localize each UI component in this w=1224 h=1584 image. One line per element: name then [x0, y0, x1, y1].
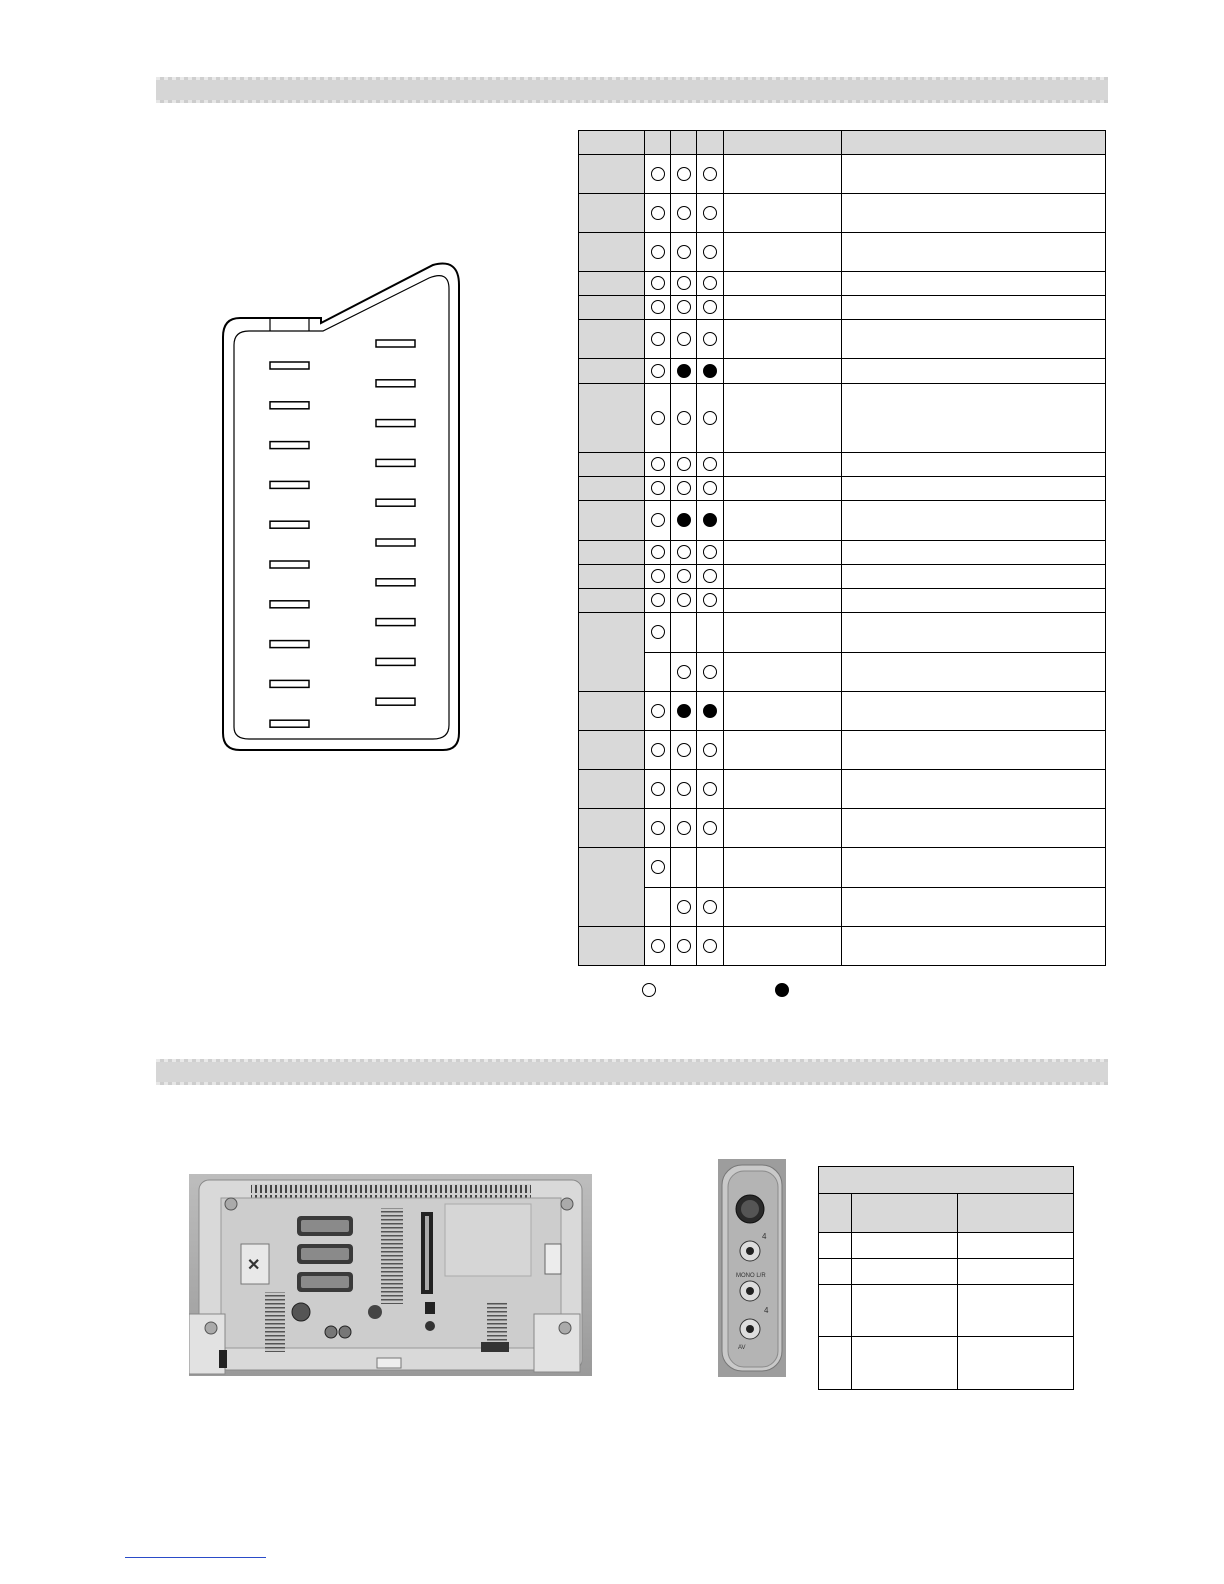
pin-table-row [579, 541, 1106, 565]
pin-mode-cell [645, 731, 671, 770]
pin-description-cell [842, 653, 1106, 692]
pin-mode-cell [697, 477, 724, 501]
pin-description-cell [842, 731, 1106, 770]
filled-circle-icon [677, 704, 691, 718]
open-circle-icon [651, 593, 665, 607]
pin-mode-cell [697, 272, 724, 296]
open-circle-icon [703, 665, 717, 679]
pin-mode-cell [645, 320, 671, 359]
pin-mode-cell [697, 692, 724, 731]
pin-mode-cell [671, 453, 697, 477]
jack-table-header-cell [852, 1194, 958, 1233]
open-circle-icon [651, 625, 665, 639]
pin-mode-cell [645, 359, 671, 384]
open-circle-icon [677, 276, 691, 290]
pin-mode-cell [697, 731, 724, 770]
pin-number-cell [579, 848, 645, 927]
section-header-band-1 [156, 77, 1108, 103]
pin-mode-cell [645, 194, 671, 233]
open-circle-icon [677, 593, 691, 607]
pin-mode-cell [697, 501, 724, 541]
open-circle-icon [703, 593, 717, 607]
pin-description-cell [842, 692, 1106, 731]
pin-mode-cell [671, 233, 697, 272]
scart-pin-table [578, 130, 1106, 966]
scart-pin-slot [270, 720, 309, 727]
open-circle-icon [703, 900, 717, 914]
scart-pin-slot [270, 521, 309, 528]
pin-signal-cell [724, 155, 842, 194]
pin-mode-cell [671, 320, 697, 359]
open-circle-icon [677, 900, 691, 914]
open-circle-icon [677, 411, 691, 425]
pin-table-row [579, 888, 1106, 927]
pin-signal-cell [724, 501, 842, 541]
jack-table-cell [958, 1285, 1074, 1337]
pin-mode-cell [697, 613, 724, 653]
pin-signal-cell [724, 613, 842, 653]
jack-table-header-cell [958, 1194, 1074, 1233]
pin-description-cell [842, 272, 1106, 296]
jack-table-cell [958, 1337, 1074, 1390]
pin-description-cell [842, 770, 1106, 809]
pin-mode-cell [697, 233, 724, 272]
jack-table-cell [852, 1259, 958, 1285]
scart-pin-slot [270, 680, 309, 687]
pin-mode-cell [645, 477, 671, 501]
pin-mode-cell [645, 233, 671, 272]
pin-mode-cell [697, 384, 724, 453]
open-circle-icon [703, 782, 717, 796]
open-circle-icon [651, 743, 665, 757]
jack-table-title [819, 1167, 1074, 1194]
filled-circle-icon [677, 513, 691, 527]
pin-mode-cell [645, 692, 671, 731]
pin-signal-cell [724, 888, 842, 927]
pin-mode-cell [671, 541, 697, 565]
pin-description-cell [842, 155, 1106, 194]
jack-table-header-cell [819, 1194, 852, 1233]
open-circle-icon [703, 206, 717, 220]
pin-number-cell [579, 613, 645, 692]
pin-description-cell [842, 541, 1106, 565]
pin-description-cell [842, 613, 1106, 653]
open-circle-icon [703, 569, 717, 583]
pin-signal-cell [724, 453, 842, 477]
scart-pin-slot [376, 420, 415, 427]
pin-number-cell [579, 692, 645, 731]
pin-mode-cell [671, 692, 697, 731]
open-circle-icon [677, 457, 691, 471]
open-circle-icon [703, 481, 717, 495]
pin-table-row [579, 731, 1106, 770]
open-circle-icon [703, 545, 717, 559]
open-circle-icon [677, 545, 691, 559]
pin-number-cell [579, 320, 645, 359]
open-circle-icon [703, 167, 717, 181]
pin-signal-cell [724, 194, 842, 233]
jack-table-cell [958, 1233, 1074, 1259]
pin-mode-cell [645, 384, 671, 453]
pin-mode-cell [671, 272, 697, 296]
scart-pin-slot [376, 340, 415, 347]
pin-signal-cell [724, 359, 842, 384]
pin-mode-cell [697, 541, 724, 565]
pin-mode-cell [697, 809, 724, 848]
pin-table-header-cell [697, 131, 724, 155]
pin-number-cell [579, 501, 645, 541]
pin-mode-cell [697, 155, 724, 194]
pin-signal-cell [724, 565, 842, 589]
footer-link-underline[interactable] [125, 1557, 266, 1558]
pin-description-cell [842, 589, 1106, 613]
pin-mode-cell [671, 589, 697, 613]
open-circle-icon [677, 782, 691, 796]
open-circle-icon [651, 300, 665, 314]
open-circle-icon [651, 569, 665, 583]
open-circle-icon [651, 860, 665, 874]
jack-table-cell [958, 1259, 1074, 1285]
jack-table-cell [819, 1233, 852, 1259]
open-circle-icon [677, 300, 691, 314]
scart-pin-slot [270, 561, 309, 568]
pin-mode-cell [645, 565, 671, 589]
pin-description-cell [842, 453, 1106, 477]
pin-mode-cell [671, 359, 697, 384]
pin-description-cell [842, 501, 1106, 541]
open-circle-icon [677, 821, 691, 835]
pin-table-header-cell [842, 131, 1106, 155]
pin-description-cell [842, 384, 1106, 453]
scart-pin-slot [270, 362, 309, 369]
pin-mode-cell [671, 501, 697, 541]
pin-mode-cell [645, 155, 671, 194]
pin-mode-cell [671, 565, 697, 589]
pin-description-cell [842, 565, 1106, 589]
pin-signal-cell [724, 384, 842, 453]
legend-filled-circle-icon [775, 983, 789, 997]
pin-table-row [579, 692, 1106, 731]
pin-mode-cell [645, 453, 671, 477]
open-circle-icon [677, 332, 691, 346]
scart-pin-slot [376, 539, 415, 546]
pin-signal-cell [724, 692, 842, 731]
open-circle-icon [703, 332, 717, 346]
pin-table-row [579, 565, 1106, 589]
jack-label-1: 4 [762, 1232, 767, 1241]
pin-mode-cell [697, 770, 724, 809]
open-circle-icon [677, 939, 691, 953]
pin-table-row [579, 653, 1106, 692]
scart-pin-slot [376, 619, 415, 626]
pin-number-cell [579, 194, 645, 233]
pin-table-row [579, 384, 1106, 453]
open-circle-icon [703, 939, 717, 953]
pin-description-cell [842, 927, 1106, 966]
pin-mode-cell [697, 359, 724, 384]
scart-pin-slot [270, 641, 309, 648]
pin-description-cell [842, 888, 1106, 927]
pin-number-cell [579, 384, 645, 453]
open-circle-icon [677, 481, 691, 495]
svg-text:✕: ✕ [247, 1257, 261, 1274]
pin-table-row [579, 501, 1106, 541]
pin-signal-cell [724, 809, 842, 848]
pin-mode-cell [671, 809, 697, 848]
pin-signal-cell [724, 272, 842, 296]
pin-mode-cell [645, 888, 671, 927]
pin-mode-cell [697, 848, 724, 888]
pin-table-header-cell [724, 131, 842, 155]
open-circle-icon [651, 939, 665, 953]
pin-number-cell [579, 359, 645, 384]
pin-mode-cell [671, 653, 697, 692]
pin-mode-cell [671, 384, 697, 453]
pin-signal-cell [724, 296, 842, 320]
pin-number-cell [579, 233, 645, 272]
pin-table-row [579, 272, 1106, 296]
filled-circle-icon [703, 513, 717, 527]
pin-mode-cell [671, 927, 697, 966]
pin-mode-cell [697, 927, 724, 966]
pin-table-row [579, 589, 1106, 613]
pin-description-cell [842, 320, 1106, 359]
pin-mode-cell [671, 848, 697, 888]
pin-mode-cell [645, 296, 671, 320]
side-jack-table [818, 1166, 1074, 1390]
legend-open-circle-icon [642, 983, 656, 997]
open-circle-icon [677, 743, 691, 757]
pin-table-row [579, 613, 1106, 653]
pin-table-header-cell [579, 131, 645, 155]
pin-description-cell [842, 233, 1106, 272]
scart-pin-slot [376, 499, 415, 506]
pin-mode-cell [645, 848, 671, 888]
pin-mode-cell [671, 613, 697, 653]
open-circle-icon [651, 704, 665, 718]
pin-table-header-cell [671, 131, 697, 155]
filled-circle-icon [677, 364, 691, 378]
pin-signal-cell [724, 927, 842, 966]
jack-label-4: AV [738, 1345, 746, 1351]
open-circle-icon [651, 167, 665, 181]
open-circle-icon [703, 411, 717, 425]
pin-mode-cell [697, 589, 724, 613]
pin-number-cell [579, 272, 645, 296]
pin-description-cell [842, 848, 1106, 888]
open-circle-icon [651, 821, 665, 835]
scart-pin-slot [376, 459, 415, 466]
open-circle-icon [651, 513, 665, 527]
pin-mode-cell [645, 541, 671, 565]
open-circle-icon [703, 276, 717, 290]
pin-mode-cell [671, 731, 697, 770]
jack-table-cell [819, 1285, 852, 1337]
pin-mode-cell [671, 155, 697, 194]
pin-number-cell [579, 296, 645, 320]
open-circle-icon [703, 245, 717, 259]
pin-number-cell [579, 541, 645, 565]
open-circle-icon [703, 821, 717, 835]
pin-mode-cell [645, 927, 671, 966]
open-circle-icon [651, 332, 665, 346]
pin-signal-cell [724, 653, 842, 692]
scart-pin-slot [376, 380, 415, 387]
open-circle-icon [651, 276, 665, 290]
pin-number-cell [579, 155, 645, 194]
open-circle-icon [677, 245, 691, 259]
open-circle-icon [703, 300, 717, 314]
pin-mode-cell [645, 501, 671, 541]
pin-signal-cell [724, 589, 842, 613]
pin-table-row [579, 809, 1106, 848]
pin-signal-cell [724, 848, 842, 888]
open-circle-icon [703, 457, 717, 471]
jack-table-cell [852, 1337, 958, 1390]
pin-description-cell [842, 296, 1106, 320]
open-circle-icon [677, 569, 691, 583]
pin-table-header-cell [645, 131, 671, 155]
scart-pin-slot [376, 698, 415, 705]
pin-table-row [579, 233, 1106, 272]
open-circle-icon [651, 782, 665, 796]
pin-signal-cell [724, 770, 842, 809]
scart-pin-slot [376, 579, 415, 586]
pin-description-cell [842, 194, 1106, 233]
pin-table-row [579, 155, 1106, 194]
scart-connector-diagram [215, 255, 470, 755]
jack-table-cell [819, 1337, 852, 1390]
filled-circle-icon [703, 704, 717, 718]
pin-mode-cell [697, 888, 724, 927]
open-circle-icon [677, 665, 691, 679]
open-circle-icon [651, 545, 665, 559]
scart-pin-slot [270, 601, 309, 608]
open-circle-icon [651, 364, 665, 378]
pin-table-row [579, 359, 1106, 384]
pin-table-row [579, 848, 1106, 888]
pin-table-row [579, 296, 1106, 320]
pin-mode-cell [671, 194, 697, 233]
pin-signal-cell [724, 233, 842, 272]
open-circle-icon [651, 245, 665, 259]
filled-circle-icon [703, 364, 717, 378]
pin-number-cell [579, 589, 645, 613]
pin-table-row [579, 927, 1106, 966]
pin-signal-cell [724, 731, 842, 770]
open-circle-icon [677, 206, 691, 220]
open-circle-icon [677, 167, 691, 181]
jack-label-2: MONO L/R [736, 1273, 766, 1279]
open-circle-icon [651, 481, 665, 495]
pin-description-cell [842, 809, 1106, 848]
pin-number-cell [579, 770, 645, 809]
scart-pin-slot [270, 481, 309, 488]
side-jack-photo [718, 1159, 786, 1377]
open-circle-icon [651, 206, 665, 220]
pin-mode-cell [697, 453, 724, 477]
pin-mode-cell [671, 296, 697, 320]
pin-mode-cell [645, 653, 671, 692]
pin-mode-cell [697, 320, 724, 359]
pin-number-cell [579, 477, 645, 501]
pin-mode-cell [671, 770, 697, 809]
pin-mode-cell [671, 477, 697, 501]
pin-number-cell [579, 565, 645, 589]
open-circle-icon [651, 411, 665, 425]
pin-signal-cell [724, 541, 842, 565]
scart-pin-slot [376, 658, 415, 665]
scart-left-pins [270, 362, 309, 727]
jack-table-cell [852, 1285, 958, 1337]
jack-table-cell [819, 1259, 852, 1285]
pin-table-row [579, 320, 1106, 359]
scart-pin-slot [270, 442, 309, 449]
open-circle-icon [651, 457, 665, 471]
rear-panel-photo [189, 1174, 592, 1376]
pin-number-cell [579, 809, 645, 848]
pin-table-row [579, 194, 1106, 233]
scart-pin-slot [270, 402, 309, 409]
pin-mode-cell [697, 194, 724, 233]
pin-signal-cell [724, 477, 842, 501]
pin-mode-cell [645, 613, 671, 653]
pin-mode-cell [645, 589, 671, 613]
pin-mode-cell [671, 888, 697, 927]
open-circle-icon [703, 743, 717, 757]
pin-table-row [579, 477, 1106, 501]
pin-signal-cell [724, 320, 842, 359]
jack-label-3: 4 [764, 1306, 769, 1315]
pin-table-row [579, 453, 1106, 477]
pin-mode-cell [697, 653, 724, 692]
pin-description-cell [842, 477, 1106, 501]
pin-table-row [579, 770, 1106, 809]
pin-description-cell [842, 359, 1106, 384]
pin-number-cell [579, 731, 645, 770]
pin-mode-cell [645, 770, 671, 809]
jack-table-cell [852, 1233, 958, 1259]
pin-mode-cell [697, 296, 724, 320]
scart-right-pins [376, 340, 415, 705]
pin-mode-cell [645, 272, 671, 296]
pin-mode-cell [697, 565, 724, 589]
section-header-band-2 [156, 1059, 1108, 1085]
pin-number-cell [579, 453, 645, 477]
pin-number-cell [579, 927, 645, 966]
pin-mode-cell [645, 809, 671, 848]
